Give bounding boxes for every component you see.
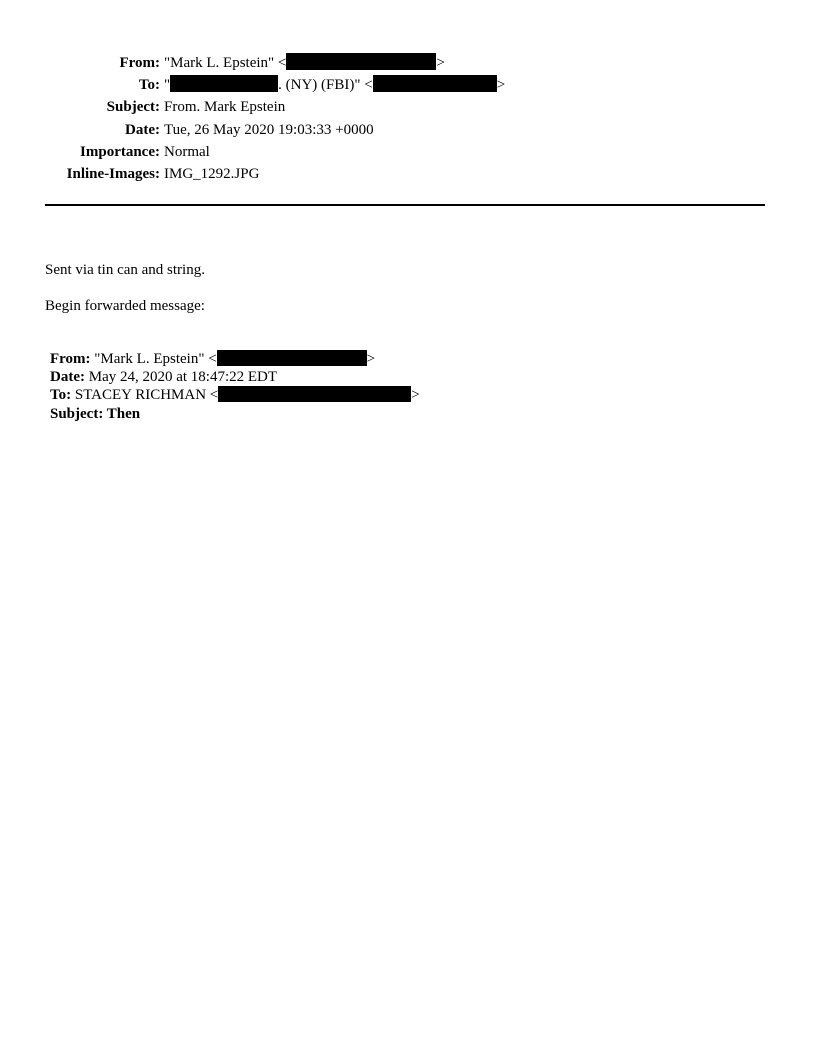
forwarded-to-label: To: (50, 387, 72, 404)
redaction-box (217, 350, 367, 366)
forwarded-date-row (50, 368, 420, 386)
subject-value: From. Mark Epstein (164, 99, 286, 116)
header-divider (45, 204, 765, 206)
inline-images-label: Inline-Images: (66, 165, 160, 182)
to-label: To: (138, 77, 160, 94)
forwarded-to-close-bracket: > (411, 387, 420, 404)
header-importance-row (0, 141, 816, 163)
redaction-box (218, 386, 411, 402)
inline-images-value: IMG_1292.JPG (164, 165, 260, 182)
forwarded-from-label: From: (50, 351, 91, 367)
from-label: From: (119, 55, 160, 71)
importance-label: Importance: (80, 143, 160, 160)
forwarded-subject-label: Subject: (50, 405, 104, 422)
to-close-bracket: > (496, 77, 506, 94)
subject-label: Subject: (106, 99, 160, 116)
from-value (164, 52, 445, 74)
forwarded-to-recipient: STACEY RICHMAN < (71, 387, 219, 404)
header-subject-row (0, 96, 816, 118)
header-inline-images-row (0, 163, 816, 185)
redaction-box (373, 75, 497, 92)
to-value (164, 74, 505, 96)
to-open-quote: " (164, 77, 171, 94)
date-label: Date: (125, 121, 160, 138)
signature-line: Sent via tin can and string. (45, 262, 205, 278)
forwarded-from-close-bracket: > (366, 351, 376, 367)
forwarded-from-sender: "Mark L. Epstein" < (90, 351, 217, 367)
header-from-row (0, 52, 816, 74)
forwarded-subject-value: Then (103, 405, 141, 422)
importance-value: Normal (164, 143, 210, 160)
date-value: Tue, 26 May 2020 19:03:33 +0000 (164, 121, 374, 138)
forwarded-date-value: May 24, 2020 at 18:47:22 EDT (84, 369, 278, 386)
header-date-row (0, 119, 816, 141)
from-close-bracket: > (436, 55, 445, 71)
forwarded-header (50, 350, 420, 423)
redaction-box (170, 75, 278, 92)
header-to-row (0, 74, 816, 96)
from-sender-name: "Mark L. Epstein" < (164, 55, 287, 71)
redaction-box (286, 53, 436, 70)
forward-intro: Begin forwarded message: (45, 298, 205, 314)
email-header (0, 52, 816, 185)
forwarded-to-row (50, 386, 420, 404)
forwarded-subject-row (50, 405, 420, 423)
forwarded-from-row (50, 350, 420, 368)
to-recipient-org: . (NY) (FBI)" < (278, 77, 373, 94)
forwarded-date-label: Date: (50, 369, 85, 386)
